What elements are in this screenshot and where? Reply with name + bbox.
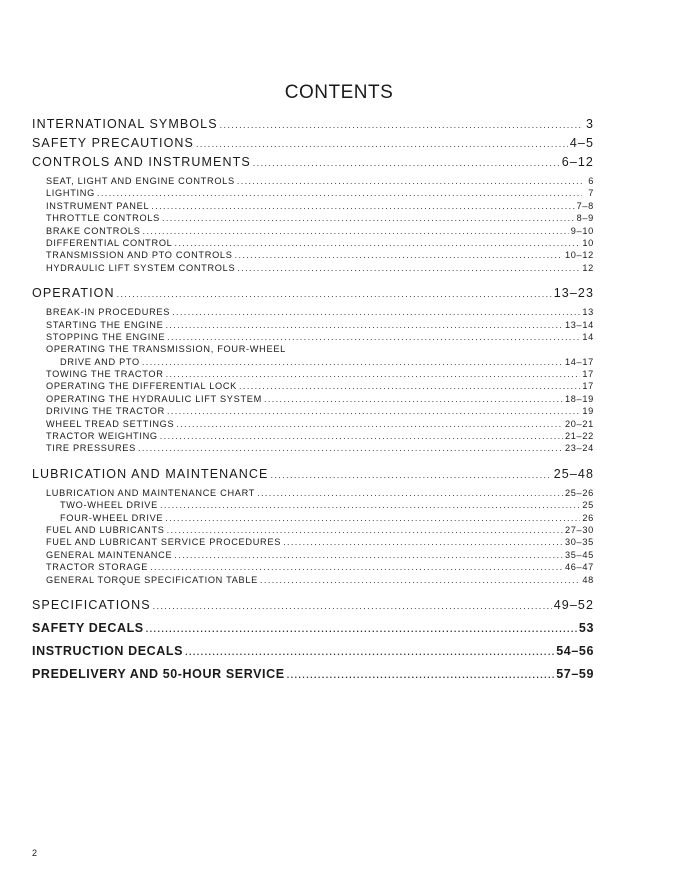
dot-leader [151,201,574,211]
toc-entry-page: 35–45 [564,549,594,560]
dot-leader [165,513,580,523]
dot-leader [160,431,563,441]
toc-entry-label: TIRE PRESSURES [46,443,136,454]
toc-entry-page: 30–35 [564,537,594,548]
toc-entry [32,357,594,369]
toc-entry [32,320,594,332]
dot-leader [142,357,563,367]
toc-entry [32,344,594,356]
toc-entry-page: 26 [582,512,594,523]
toc-entry-page: 20–21 [564,418,594,429]
toc-entry [32,525,594,537]
dot-leader [160,500,580,510]
toc-entry-page: 4–5 [569,136,594,150]
toc-entry-page: 7 [588,188,594,199]
toc-entry-page: 18–19 [564,393,594,404]
toc-entry-label: OPERATING THE HYDRAULIC LIFT SYSTEM [46,393,262,404]
toc-entry-label: LIGHTING [46,188,95,199]
toc-entry [32,332,594,344]
toc-entry [32,226,594,238]
toc-entry-label: TWO-WHEEL DRIVE [60,500,158,511]
toc-entry-label: GENERAL MAINTENANCE [46,549,173,560]
toc-entry-page: 13–14 [564,319,594,330]
toc-entry-label: OPERATING THE DIFFERENTIAL LOCK [46,381,238,392]
toc-entry-page: 54–56 [556,643,594,658]
toc-entry [32,369,594,381]
dot-leader [143,226,569,236]
toc-entry-page: 13–23 [553,286,594,301]
toc-entry [32,419,594,431]
dot-leader [174,238,580,248]
toc-entry-page: 21–22 [564,431,594,442]
toc-entry-label: LUBRICATION AND MAINTENANCE CHART [46,487,256,498]
toc-entry-label: FUEL AND LUBRICANTS [46,524,165,535]
toc-entry [32,381,594,393]
toc-entry-label: INTERNATIONAL SYMBOLS [32,117,218,131]
dot-leader [270,470,551,480]
toc-entry-label: DIFFERENTIAL CONTROL [46,237,173,248]
toc-entry-label: SAFETY PRECAUTIONS [32,136,194,150]
page-number: 2 [32,848,38,858]
toc-entry [32,598,594,615]
toc-entry-label: STOPPING THE ENGINE [46,331,166,342]
toc-entry-label: OPERATING THE TRANSMISSION, FOUR-WHEEL [46,344,286,355]
toc-entry [32,188,594,200]
toc-entry-page: 7–8 [576,200,594,211]
dot-leader [239,381,580,391]
toc-entry [32,201,594,213]
toc-entry-page: 53 [578,620,594,635]
toc-entry [32,307,594,319]
toc-entry [32,621,594,638]
page-title: CONTENTS [284,82,394,103]
dot-leader [117,289,552,299]
toc-entry [32,213,594,225]
toc-entry-label: HYDRAULIC LIFT SYSTEM CONTROLS [46,262,236,273]
dot-leader [176,419,563,429]
toc-entry-page: 6 [588,176,594,186]
table-of-contents [32,117,594,684]
toc-entry-page: 19 [582,406,594,417]
toc-entry-page: 10–12 [564,250,594,261]
toc-entry-label: BREAK-IN PROCEDURES [46,307,171,318]
toc-entry [32,250,594,262]
toc-entry-label: CONTROLS AND INSTRUMENTS [32,155,251,169]
toc-entry [32,176,594,188]
toc-entry [32,238,594,250]
toc-entry-label: PREDELIVERY AND 50-HOUR SERVICE [32,666,285,681]
toc-entry-page: 57–59 [556,666,594,681]
toc-entry [32,562,594,574]
dot-leader [237,263,580,273]
toc-entry-label: SPECIFICATIONS [32,597,151,612]
toc-entry-page: 10 [582,237,594,248]
toc-entry-page: 25–48 [553,466,594,481]
toc-entry-label: SAFETY DECALS [32,620,144,635]
toc-entry-label: INSTRUCTION DECALS [32,643,184,658]
toc-entry-page: 27–30 [564,524,594,535]
dot-leader [167,406,580,416]
toc-entry [32,550,594,562]
toc-entry-label: DRIVING THE TRACTOR [46,406,165,417]
toc-entry [32,394,594,406]
toc-entry-label: TRACTOR STORAGE [46,562,149,573]
toc-entry [32,644,594,661]
dot-leader [287,670,555,680]
toc-entry-label: DRIVE AND PTO [60,356,140,367]
toc-entry [32,575,594,587]
toc-entry-label: BRAKE CONTROLS [46,225,141,236]
dot-leader [153,601,552,611]
toc-entry-page: 14 [582,331,594,342]
toc-entry-label: TOWING THE TRACTOR [46,369,164,380]
toc-entry-page: 48 [582,574,594,585]
toc-entry [32,537,594,549]
toc-entry-page: 25–26 [564,487,594,498]
dot-leader [167,525,563,535]
toc-entry-page: 17 [582,381,594,392]
toc-entry-label: WHEEL TREAD SETTINGS [46,418,175,429]
dot-leader [138,443,563,453]
toc-entry-page: 8–9 [576,213,594,224]
dot-leader [97,188,582,198]
toc-entry-page: 46–47 [564,562,594,573]
toc-entry-page: 25 [582,500,594,511]
toc-entry-label: OPERATION [32,286,115,301]
toc-entry [32,406,594,418]
toc-entry [32,286,594,303]
toc-entry [32,488,594,500]
toc-entry [32,155,594,172]
toc-entry-label: FOUR-WHEEL DRIVE [60,512,164,523]
dot-leader [165,320,562,330]
dot-leader [260,575,580,585]
toc-entry-page: 23–24 [564,443,594,454]
toc-entry [32,500,594,512]
toc-entry-label: TRACTOR WEIGHTING [46,431,158,442]
toc-entry-page: 13 [582,307,594,318]
dot-leader [253,158,560,168]
toc-entry-label: LUBRICATION AND MAINTENANCE [32,466,269,481]
toc-entry-label: SEAT, LIGHT AND ENGINE CONTROLS [46,176,235,186]
toc-entry [32,136,594,153]
dot-leader [172,307,580,317]
dot-leader [237,176,582,186]
toc-entry-label: STARTING THE ENGINE [46,319,164,330]
toc-entry-page: 3 [585,117,594,131]
dot-leader [257,488,563,498]
toc-entry-page: 14–17 [564,356,594,367]
dot-leader [264,394,563,404]
toc-entry [32,431,594,443]
toc-entry-page: 12 [582,262,594,273]
toc-entry [32,667,594,684]
dot-leader [235,250,563,260]
toc-entry-page: 17 [582,369,594,380]
dot-leader [220,120,582,130]
toc-entry-label: FUEL AND LUBRICANT SERVICE PROCEDURES [46,537,282,548]
toc-entry-label: TRANSMISSION AND PTO CONTROLS [46,250,233,261]
toc-entry [32,443,594,455]
dot-leader [150,562,563,572]
toc-entry-label: GENERAL TORQUE SPECIFICATION TABLE [46,574,259,585]
dot-leader [146,624,577,634]
toc-entry-label: INSTRUMENT PANEL [46,200,150,211]
dot-leader [185,647,554,657]
dot-leader [166,369,581,379]
dot-leader [167,332,580,342]
dot-leader [162,213,575,223]
toc-entry-page: 49–52 [553,597,594,612]
toc-entry-page: 9–10 [570,225,594,236]
dot-leader [283,537,563,547]
toc-entry-page: 6–12 [561,155,594,169]
dot-leader [196,139,568,149]
toc-entry [32,117,594,134]
dot-leader [174,550,563,560]
toc-entry [32,467,594,484]
toc-entry [32,263,594,275]
toc-entry-label: THROTTLE CONTROLS [46,213,160,224]
toc-entry [32,513,594,525]
